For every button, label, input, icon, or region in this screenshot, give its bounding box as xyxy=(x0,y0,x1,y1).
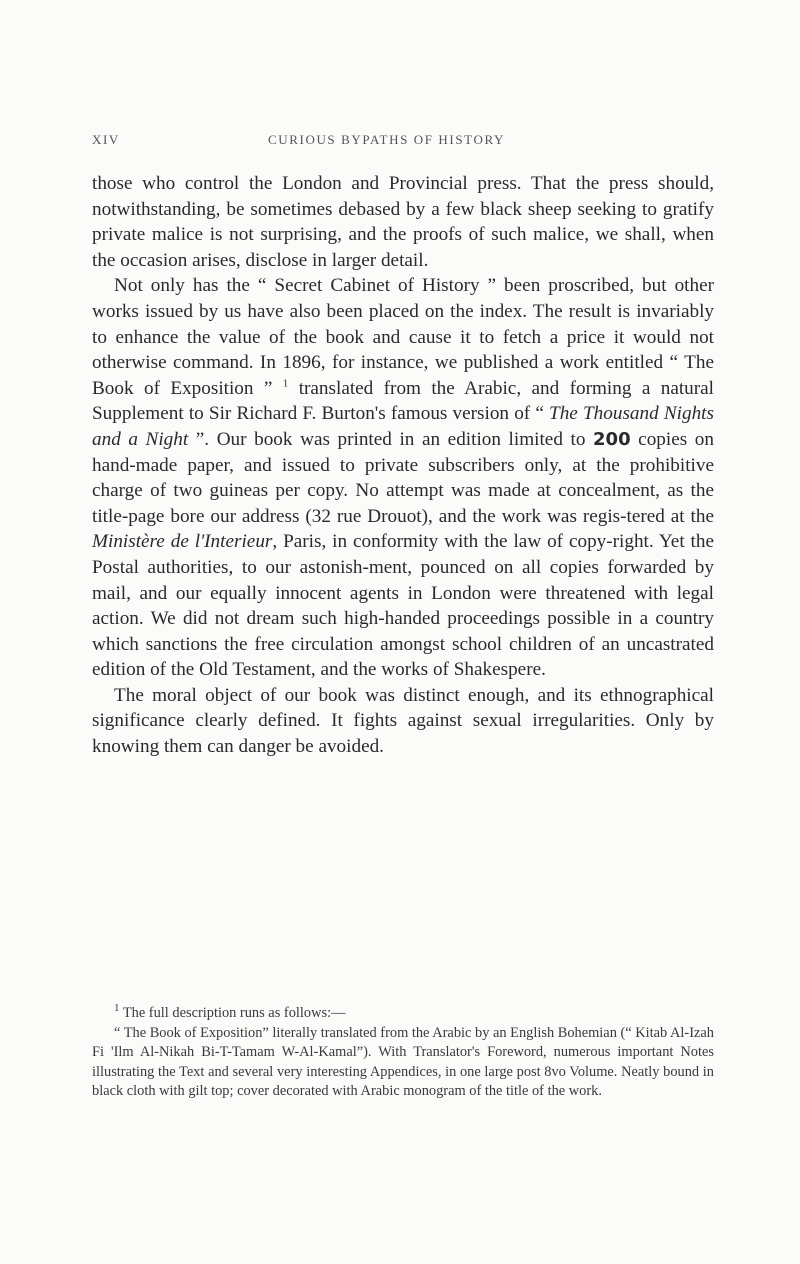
running-head xyxy=(92,132,712,156)
paragraph-2-part-c: ”. Our book was printed in an edition limited to xyxy=(188,428,594,450)
running-title: CURIOUS BYPATHS OF HISTORY xyxy=(268,132,506,147)
edition-size: 200 xyxy=(593,428,631,450)
body-text xyxy=(92,171,714,760)
footnote-1-body xyxy=(92,1024,714,1102)
paragraph-3 xyxy=(92,683,714,760)
paragraph-3-text: The moral object of our book was distinct enough, and its ethnographical significance clearly defined. It fights against sexual irregularities. Only by knowing them can danger be avoided. xyxy=(92,684,714,758)
paragraph-2-part-e: , Paris, in conformity with the law of copy-right. Yet the Postal authorities, to our astonish-ment, pounced on all copies forwarded by mail, and our equally innocent agents in London were threatened with legal action. We did not dream such high-handed proceedings possible in a country which sanctions the free circulation amongst school children of an uncastrated edition of the Old Testament, and the works of Shakespere. xyxy=(92,531,714,681)
paragraph-1 xyxy=(92,171,714,273)
paragraph-2-part-a: Not only has the “ Secret Cabinet of History ” been proscribed, but other works issued by us have also been placed on the index. The result is invariably to enhance the value of the book and cause it to fetch a price it would not otherwise command. In 1896, for instance, we published a work entitled “ The Book of Exposition ” xyxy=(92,275,714,399)
footnote-reference[interactable]: 1 xyxy=(282,377,289,390)
footnote-intro-text: The full description runs as follows:— xyxy=(119,1005,346,1021)
footnotes xyxy=(92,1004,714,1102)
footnote-1-intro xyxy=(92,1004,714,1024)
footnote-body-text: “ The Book of Exposition” literally translated from the Arabic by an English Bohemian (“ Kitab Al-Izah Fi 'Ilm Al-Nikah Bi-T-Tamam W-Al-Kamal”). With Translator's Foreword, numerous important Notes illustrating the Text and several very interesting Appendices, in one large post 8vo Volume. Neatly bound in black cloth with gilt top; cover decorated with Arabic monogram of the title of the work. xyxy=(92,1024,714,1100)
thousand-nights-title: The Thousand Nights and a Night xyxy=(92,403,714,450)
paragraph-2-part-b: translated from the Arabic, and forming a natural Supplement to Sir Richard F. Burton's famous version of “ xyxy=(92,377,714,425)
paragraph-2 xyxy=(92,273,714,683)
footnote-marker: 1 xyxy=(114,1002,120,1015)
ministry-name: Ministère de l'Interieur xyxy=(92,531,273,553)
page-number: XIV xyxy=(92,132,120,147)
paragraph-1-text: those who control the London and Provincial press. That the press should, notwithstanding, be sometimes debased by a few black sheep seeking to gratify private malice is not surprising, and the proofs of such malice, we shall, when the occasion arises, disclose in larger detail. xyxy=(92,173,714,271)
paragraph-2-part-d: copies on hand-made paper, and issued to private subscribers only, at the prohibitive charge of two guineas per copy. No attempt was made at concealment, as the title-page bore our address (32 rue Drouot), and the work was regis-tered at the xyxy=(92,428,714,527)
